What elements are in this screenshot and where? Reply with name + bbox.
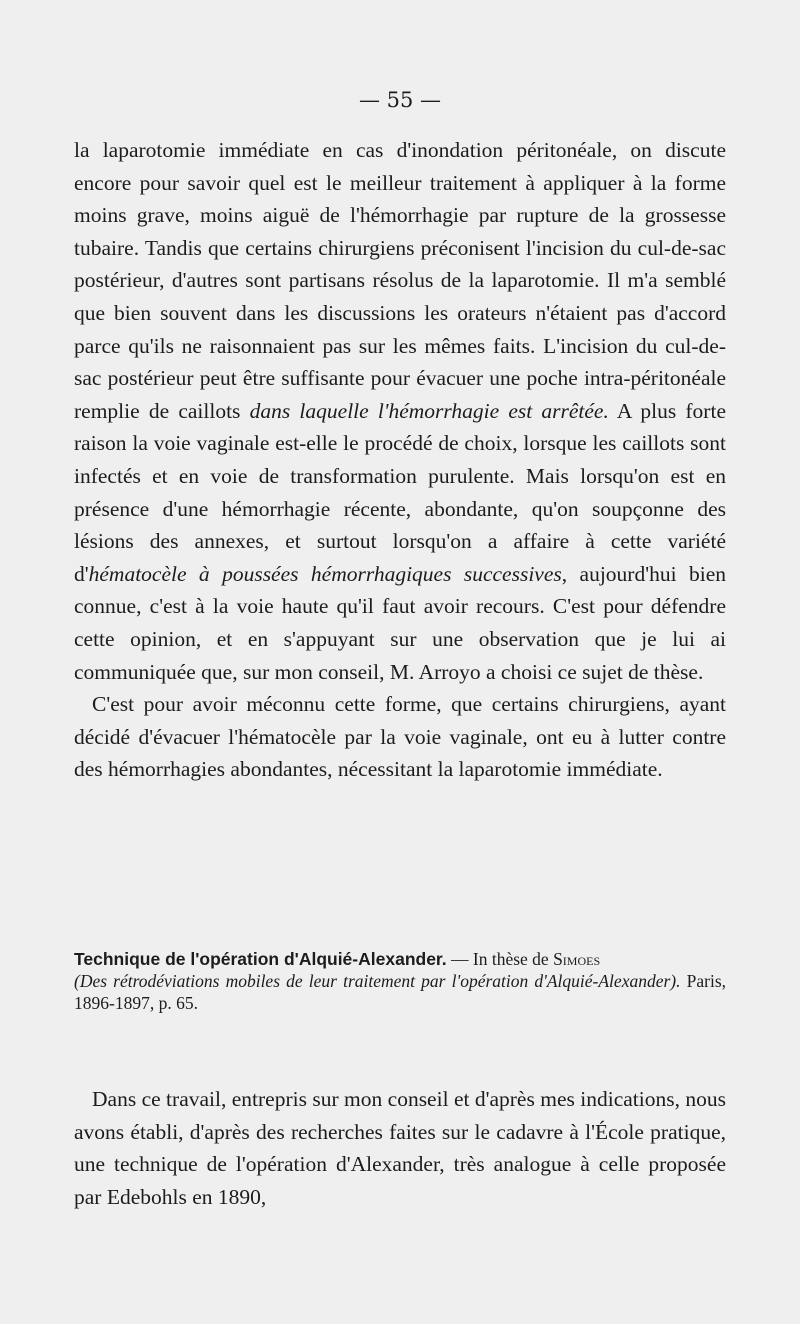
reference-place: Paris, 1896-1897, p. 65.: [74, 971, 726, 1013]
reference-author: Simoes: [553, 949, 601, 969]
reference-work: (Des rétrodéviations mobiles de leur traitement par l'opération d'Alquié-Alexander).: [74, 971, 681, 991]
paragraph-1-text-b: A plus forte raison la voie vaginale est-elle le procédé de choix, lorsque les caillots sont infectés et en voie de transformation purulente. Mais lorsqu'on est en présence d'une hémorrhagie récente, abondante, qu'on soupçonne des lésions des annexes, et surtout lorsqu'on a affaire à cette variété d': [74, 398, 726, 586]
main-text-block: [74, 134, 726, 786]
paragraph-1-italic-b: hématocèle à poussées hémorrhagiques successives: [88, 561, 562, 586]
reference-dash: —: [446, 949, 473, 969]
closing-text-block: [74, 1083, 726, 1213]
paragraph-1-text-c: , aujourd'hui bien connue, c'est à la voie haute qu'il faut avoir recours. C'est pour défendre cette opinion, et en s'appuyant sur une observation que je lui ai communiquée que, sur mon conseil, M. Arroyo a choisi ce sujet de thèse.: [74, 561, 726, 684]
paragraph-1: [74, 134, 726, 688]
paragraph-3: Dans ce travail, entrepris sur mon conseil et d'après mes indications, nous avons établi, d'après des recherches faites sur le cadavre à l'École pratique, une technique de l'opération d'Alexander, très analogue à celle proposée par Edebohls en 1890,: [74, 1087, 726, 1209]
page-number: — 55 —: [358, 88, 442, 112]
bibliographic-reference: [74, 948, 726, 1014]
reference-title: Technique de l'opération d'Alquié-Alexander.: [74, 949, 447, 969]
paragraph-1-text-a: la laparotomie immédiate en cas d'inondation péritonéale, on discute encore pour savoir quel est le meilleur traitement à appliquer à la forme moins grave, moins aiguë de l'hémorrhagie par rupture de la grossesse tubaire. Tandis que certains chirurgiens préconisent l'incision du cul-de-sac postérieur, d'autres sont partisans résolus de la laparotomie. Il m'a semblé que bien souvent dans les discussions les orateurs n'étaient pas d'accord parce qu'ils ne raisonnaient pas sur les mêmes faits. L'incision du cul-de-sac postérieur peut être suffisante pour évacuer une poche intra-péritonéale remplie de caillots: [74, 138, 726, 423]
paragraph-2: C'est pour avoir méconnu cette forme, que certains chirurgiens, ayant décidé d'évacuer l'hématocèle par la voie vaginale, ont eu à lutter contre des hémorrhagies abondantes, nécessitant la laparotomie immédiate.: [74, 692, 726, 782]
reference-lead: In thèse de: [472, 949, 554, 969]
paragraph-1-italic-a: dans laquelle l'hémorrhagie est arrêtée.: [249, 398, 609, 423]
